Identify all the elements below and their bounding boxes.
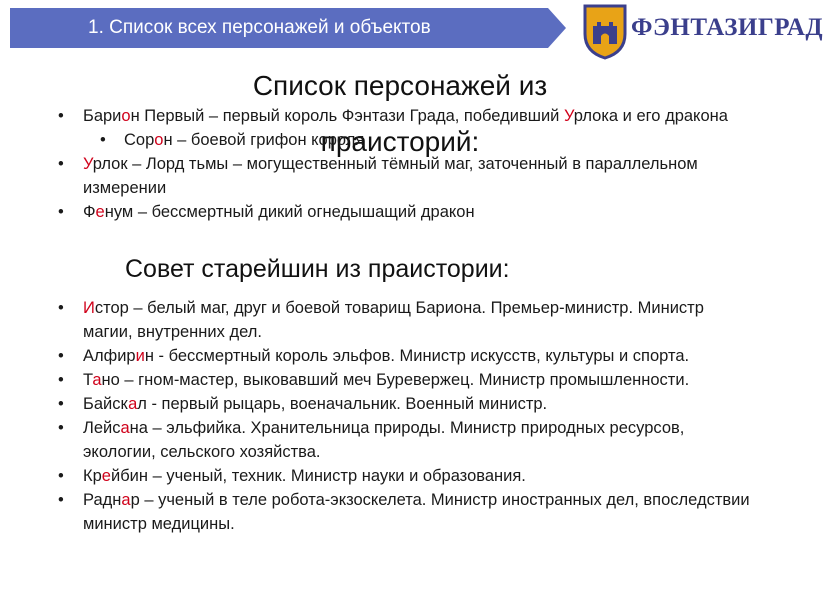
item-highlight: е: [95, 203, 105, 221]
logo-text: ФЭНТАЗИГРАД: [631, 14, 823, 41]
bullet-icon: •: [58, 347, 64, 365]
item-text: рлока и его дракона: [573, 107, 728, 125]
list-item: [58, 296, 758, 344]
logo: [583, 4, 823, 60]
item-text: йбин – ученый, техник. Министр науки и образования.: [110, 467, 526, 485]
item-highlight: а: [92, 371, 102, 389]
list-item: [58, 368, 758, 392]
item-highlight: И: [83, 299, 95, 317]
list-item: [58, 152, 758, 200]
item-text: н Первый – первый король Фэнтази Града, победивший: [130, 107, 564, 125]
bullet-icon: •: [58, 203, 64, 221]
item-text: н – боевой грифон короля: [163, 131, 365, 149]
item-highlight: а: [120, 419, 130, 437]
item-text: Лейс: [83, 419, 121, 437]
item-text: Т: [83, 371, 93, 389]
item-text: на – эльфийка. Хранительница природы. Министр природных ресурсов, экологии, сельского хозяйства.: [83, 419, 685, 461]
list-item: [58, 392, 758, 416]
bullet-icon: •: [58, 107, 64, 125]
item-text: л - первый рыцарь, военачальник. Военный министр.: [137, 395, 548, 413]
item-highlight: о: [154, 131, 164, 149]
list-item: [58, 200, 758, 224]
item-text: н - бессмертный король эльфов. Министр искусств, культуры и спорта.: [144, 347, 690, 365]
item-highlight: У: [563, 107, 574, 125]
item-text: Ф: [83, 203, 96, 221]
section2-title: Совет старейшин из праистории:: [125, 255, 510, 283]
item-text: Бари: [83, 107, 122, 125]
item-text: Алфир: [83, 347, 136, 365]
list-item: [58, 344, 758, 368]
item-highlight: а: [128, 395, 138, 413]
banner-title: 1. Список всех персонажей и объектов: [88, 17, 431, 38]
council-list: [58, 296, 758, 536]
item-highlight: У: [83, 155, 93, 173]
section1-title: Список персонажей из праисторий:: [252, 70, 548, 157]
bullet-icon: •: [58, 491, 64, 509]
item-highlight: е: [101, 467, 111, 485]
item-highlight: о: [121, 107, 131, 125]
item-text: нум – бессмертный дикий огнедышащий дракон: [104, 203, 475, 221]
shield-icon: [583, 4, 627, 60]
item-text: рлок – Лорд тьмы – могущественный тёмный маг, заточенный в параллельном измерении: [83, 155, 698, 197]
item-text: но – гном-мастер, выковавший меч Буревержец. Министр промышленности.: [101, 371, 690, 389]
item-text: Радн: [83, 491, 122, 509]
bullet-icon: •: [100, 131, 106, 149]
list-item: [58, 464, 758, 488]
bullet-icon: •: [58, 419, 64, 437]
list-item: [58, 488, 758, 536]
item-text: Кр: [83, 467, 102, 485]
item-highlight: и: [135, 347, 145, 365]
list-item: [58, 128, 758, 152]
header-banner: [10, 8, 566, 48]
bullet-icon: •: [58, 155, 64, 173]
characters-list: [58, 104, 758, 224]
list-item: [58, 104, 758, 128]
bullet-icon: •: [58, 299, 64, 317]
bullet-icon: •: [58, 371, 64, 389]
list-item: [58, 416, 758, 464]
bullet-icon: •: [58, 395, 64, 413]
item-text: Байск: [83, 395, 129, 413]
item-highlight: а: [121, 491, 131, 509]
item-text: Сор: [124, 131, 155, 149]
bullet-icon: •: [58, 467, 64, 485]
item-text: р – ученый в теле робота-экзоскелета. Министр иностранных дел, впоследствии министр медицины.: [83, 491, 750, 533]
item-text: стор – белый маг, друг и боевой товарищ Бариона. Премьер-министр. Министр магии, внутренних дел.: [83, 299, 704, 341]
